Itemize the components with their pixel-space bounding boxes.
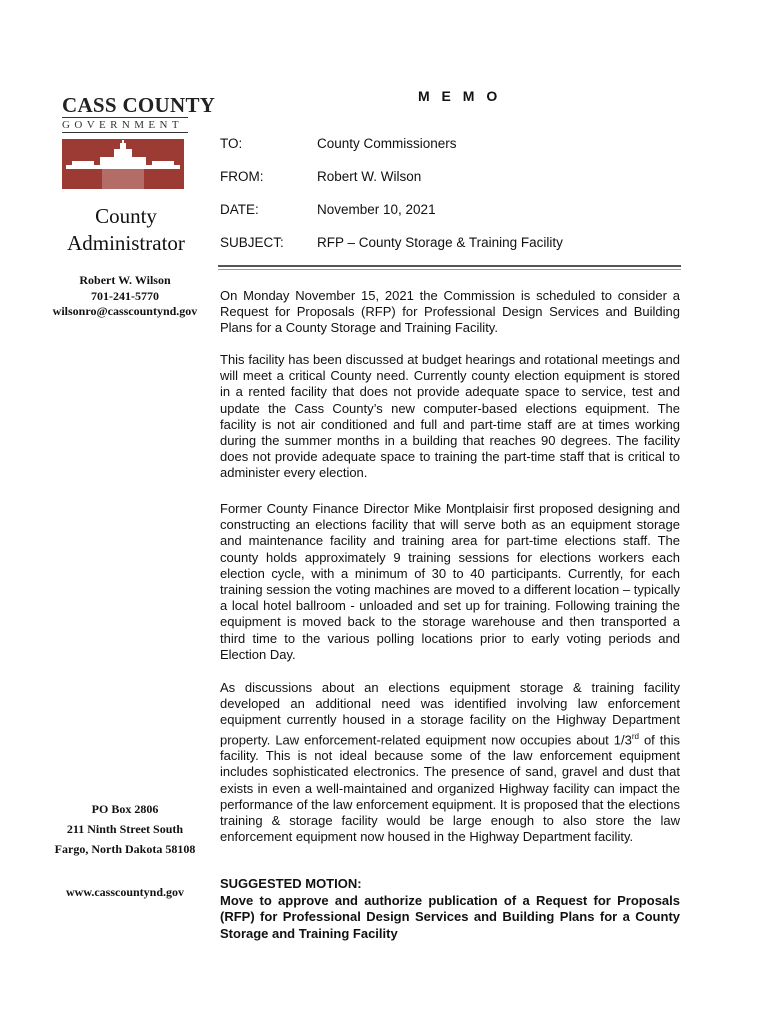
memo-title: M E M O bbox=[418, 88, 502, 104]
contact-name: Robert W. Wilson bbox=[79, 273, 171, 287]
p4-text-a: As discussions about an elections equipment storage & training facility developed an additional need was identified involving law enforcement equipment currently housed in a storage facility on the Highway Department property. Law enforcement-related equipment now occupies about 1/3 bbox=[220, 680, 680, 747]
subject-value: RFP – County Storage & Training Facility bbox=[317, 235, 563, 250]
suggested-motion bbox=[220, 876, 680, 942]
body-paragraph-2: This facility has been discussed at budget hearings and rotational meetings and will meet a critical County need. Currently county election equipment is stored in a rented facility that does not provide adequate space to service, test and update the Cass County’s new computer-based elections equipment. The facility is not air conditioned and full and part-time staff are at times working during the summer months in a building that reaches 90 degrees. The facility does not provide adequate space to training the part-time staff that is critical to administer every election. bbox=[220, 352, 680, 481]
logo-subtitle: GOVERNMENT bbox=[62, 117, 188, 133]
from-label: FROM: bbox=[220, 169, 264, 184]
motion-heading: SUGGESTED MOTION: bbox=[220, 876, 362, 891]
courthouse-icon bbox=[62, 139, 184, 189]
to-label: TO: bbox=[220, 136, 243, 151]
address-line3: Fargo, North Dakota 58108 bbox=[54, 842, 196, 856]
contact-phone: 701-241-5770 bbox=[91, 288, 159, 303]
subject-label: SUBJECT: bbox=[220, 235, 284, 250]
date-label: DATE: bbox=[220, 202, 259, 217]
address-line2: 211 Ninth Street South bbox=[66, 822, 184, 836]
website: www.casscountynd.gov bbox=[65, 885, 185, 899]
contact-email: wilsonro@casscountynd.gov bbox=[52, 304, 198, 318]
p4-superscript: rd bbox=[631, 731, 639, 741]
contact-block bbox=[40, 273, 210, 320]
sidebar-title-line1: County bbox=[95, 204, 157, 228]
body-paragraph-3: Former County Finance Director Mike Montplaisir first proposed designing and constructing an elections facility that will serve both as an equipment storage and maintenance facility and training area for part-time elections staff. The county holds approximately 9 training sessions for elections workers each election cycle, with a minimum of 30 to 40 participants. Currently, for each training session the voting machines are moved to a different location – typically a local hotel ballroom - unloaded and set up for training. Following training the equipment is moved back to the storage warehouse and then transported a third time to the various polling locations prior to early voting periods and Election Day. bbox=[220, 501, 680, 662]
body-paragraph-1: On Monday November 15, 2021 the Commission is scheduled to consider a Request for Proposals (RFP) for Professional Design Services and Building Plans for a County Storage and Training Facility. bbox=[220, 288, 680, 336]
sidebar-title bbox=[48, 203, 204, 257]
body-paragraph-4 bbox=[220, 680, 680, 845]
cass-county-logo bbox=[62, 93, 216, 189]
date-value: November 10, 2021 bbox=[317, 202, 436, 217]
header-divider-thin bbox=[218, 269, 681, 270]
address-block bbox=[40, 799, 210, 859]
to-value: County Commissioners bbox=[317, 136, 457, 151]
logo-title: CASS COUNTY bbox=[62, 93, 216, 117]
motion-text: Move to approve and authorize publication of a Request for Proposals (RFP) for Professional Design Services and Building Plans for a County Storage and Training Facility bbox=[220, 892, 680, 941]
sidebar-title-line2: Administrator bbox=[67, 231, 185, 255]
from-value: Robert W. Wilson bbox=[317, 169, 422, 184]
p4-text-b: of this facility. This is not ideal because some of the law enforcement equipment includes sophisticated electronics. The presence of sand, gravel and dust that exists in even a well-maintained and organized Highway facility can impact the performance of the law enforcement equipment. It is proposed that the elections training & storage facility would be large enough to also store the law enforcement equipment now housed in the Highway Department facility. bbox=[220, 731, 680, 845]
header-divider bbox=[218, 265, 681, 267]
address-line1: PO Box 2806 bbox=[91, 802, 159, 816]
